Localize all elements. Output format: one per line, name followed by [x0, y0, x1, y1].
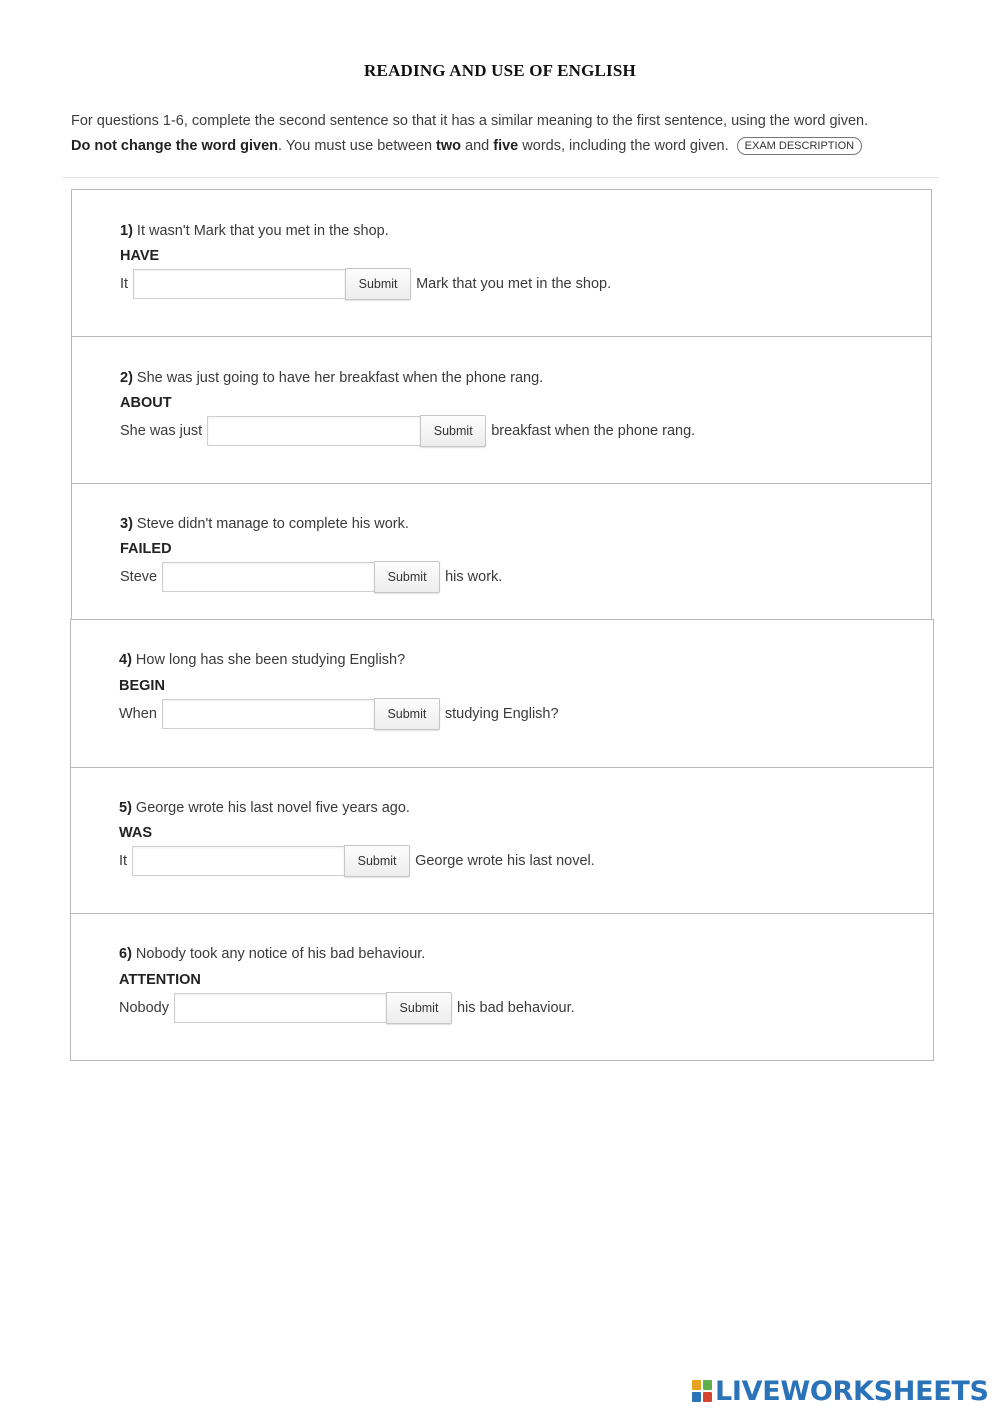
- answer-row: [119, 845, 595, 877]
- instructions-emphasis-word-given: Do not change the word given: [71, 138, 279, 154]
- question-sentence: How long has she been studying English?: [131, 652, 406, 668]
- question-number: 2): [120, 370, 133, 386]
- answer-suffix: his work.: [445, 569, 503, 585]
- answer-suffix: breakfast when the phone rang.: [491, 423, 696, 439]
- answer-row: [119, 698, 559, 730]
- question-prompt: [120, 516, 409, 532]
- question-number: 1): [120, 223, 133, 239]
- instructions-line-1: For questions 1-6, complete the second sentence so that it has a similar meaning to the first sentence, using the word given.: [71, 113, 869, 129]
- instructions-text: and: [461, 138, 494, 154]
- answer-input-2[interactable]: [207, 416, 420, 446]
- instructions-line-2: [71, 134, 951, 159]
- question-number: 6): [119, 946, 132, 962]
- instructions-emphasis-five: five: [493, 138, 519, 154]
- answer-input-3[interactable]: [162, 562, 374, 592]
- submit-button-4[interactable]: Submit: [374, 698, 440, 730]
- question-box-5: [70, 767, 934, 915]
- question-box-2: [71, 336, 932, 484]
- answer-prefix: Nobody: [119, 1000, 169, 1016]
- answer-prefix: When: [119, 706, 157, 722]
- answer-suffix: George wrote his last novel.: [415, 853, 595, 869]
- question-prompt: [120, 223, 389, 239]
- question-number: 5): [119, 800, 132, 816]
- submit-button-1[interactable]: Submit: [345, 268, 411, 300]
- question-keyword: BEGIN: [119, 678, 165, 694]
- answer-input-5[interactable]: [132, 846, 344, 876]
- question-prompt: [119, 800, 410, 816]
- answer-prefix: Steve: [120, 569, 158, 585]
- question-sentence: Steve didn't manage to complete his work.: [132, 516, 409, 532]
- question-number: 4): [119, 652, 132, 668]
- question-box-6: [70, 913, 934, 1061]
- question-prompt: [120, 370, 543, 386]
- question-keyword: ATTENTION: [119, 972, 201, 988]
- question-keyword: ABOUT: [120, 395, 172, 411]
- header-divider: [62, 177, 939, 178]
- answer-row: [120, 268, 611, 300]
- answer-input-1[interactable]: [133, 269, 345, 299]
- answer-suffix: studying English?: [444, 706, 559, 722]
- logo-square: [692, 1392, 701, 1402]
- answer-row: [120, 415, 695, 447]
- question-box-4: [70, 619, 934, 769]
- answer-suffix: his bad behaviour.: [456, 1000, 575, 1016]
- question-keyword: HAVE: [120, 248, 160, 264]
- question-sentence: It wasn't Mark that you met in the shop.: [132, 223, 389, 239]
- submit-button-5[interactable]: Submit: [344, 845, 410, 877]
- answer-prefix: She was just: [120, 423, 203, 439]
- question-keyword: FAILED: [120, 541, 172, 557]
- question-sentence: Nobody took any notice of his bad behaviour.: [131, 946, 426, 962]
- submit-button-3[interactable]: Submit: [374, 561, 440, 593]
- answer-row: [120, 561, 502, 593]
- logo-text: LIVEWORKSHEETS: [715, 1375, 989, 1407]
- question-box-3: [71, 483, 932, 623]
- logo-square: [703, 1392, 712, 1402]
- instructions: [71, 109, 951, 159]
- submit-button-6[interactable]: Submit: [386, 992, 452, 1024]
- instructions-text: words, including the word given.: [518, 138, 729, 154]
- answer-prefix: It: [120, 276, 129, 292]
- question-keyword: WAS: [119, 825, 153, 841]
- submit-button-2[interactable]: Submit: [420, 415, 486, 447]
- answer-input-4[interactable]: [162, 699, 374, 729]
- answer-suffix: Mark that you met in the shop.: [416, 276, 612, 292]
- question-number: 3): [120, 516, 133, 532]
- answer-row: [119, 992, 575, 1024]
- logo-square: [703, 1380, 712, 1390]
- question-sentence: She was just going to have her breakfast when the phone rang.: [132, 370, 544, 386]
- answer-input-6[interactable]: [174, 993, 386, 1023]
- question-prompt: [119, 652, 405, 668]
- liveworksheets-logo-icon: [692, 1380, 712, 1402]
- instructions-emphasis-two: two: [436, 138, 462, 154]
- question-box-1: [71, 189, 932, 337]
- question-prompt: [119, 946, 425, 962]
- liveworksheets-logo: [692, 1374, 989, 1408]
- answer-prefix: It: [119, 853, 128, 869]
- instructions-text: . You must use between: [278, 138, 437, 154]
- question-sentence: George wrote his last novel five years ago.: [131, 800, 410, 816]
- exam-description-button[interactable]: EXAM DESCRIPTION: [737, 137, 862, 155]
- page-title: READING AND USE OF ENGLISH: [364, 61, 636, 80]
- logo-square: [692, 1380, 701, 1390]
